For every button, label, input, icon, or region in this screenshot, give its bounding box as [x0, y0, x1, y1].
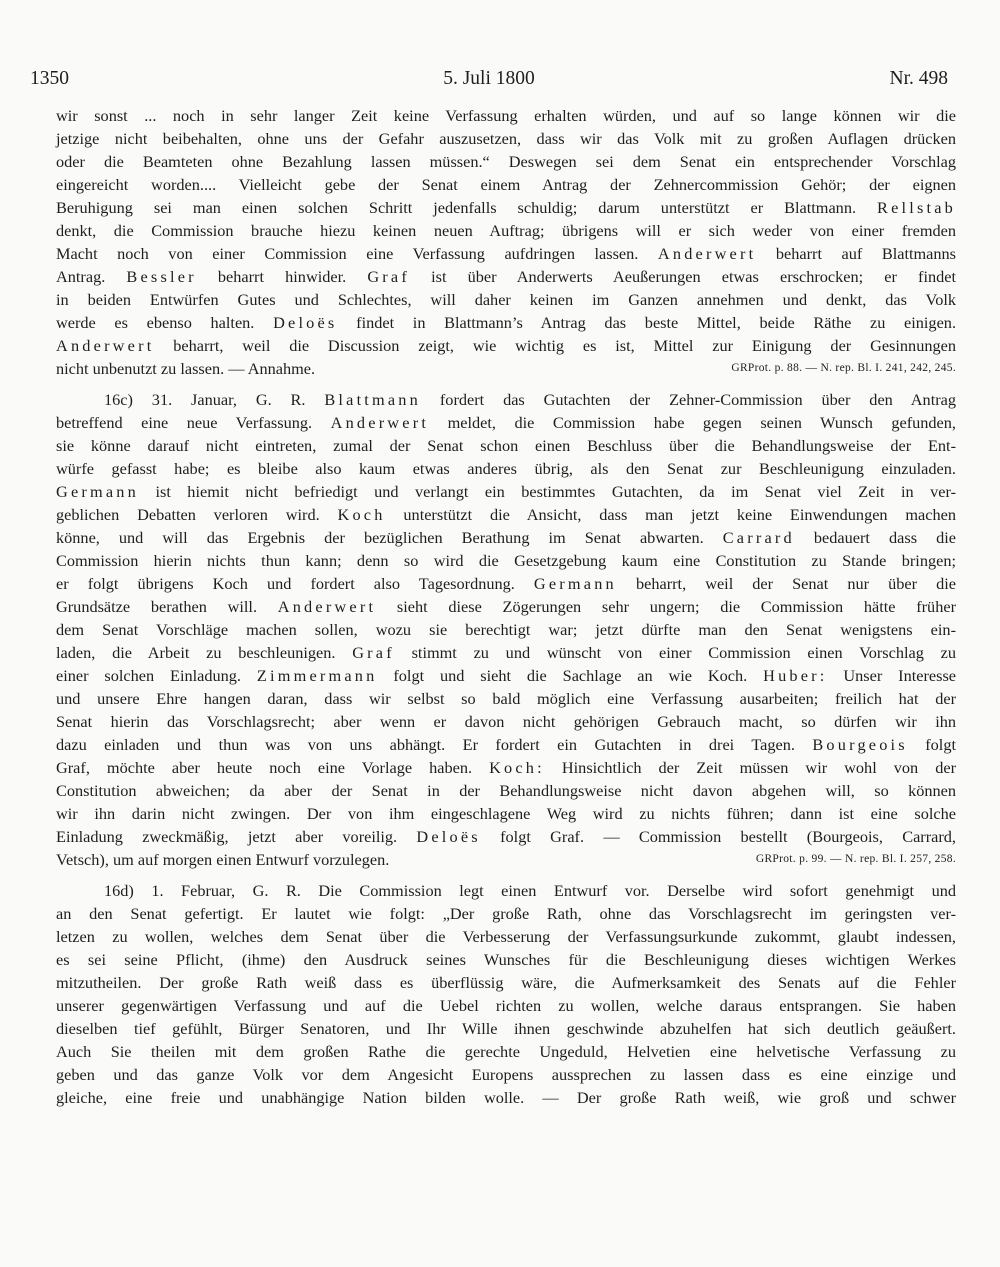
text-run: Antrag.: [56, 267, 106, 286]
text-run: stimmt zu und wünscht von einer Commission einen Vorschlag zu: [411, 643, 956, 662]
text-line: [56, 595, 956, 618]
text-run: findet in Blattmann’s Antrag das beste Mittel, beide Räthe zu einigen.: [356, 313, 957, 332]
speaker-name: Anderwert: [330, 413, 430, 432]
text-run: ist über Anderwerts Aeußerungen etwas erschrocken; er findet: [431, 267, 957, 286]
speaker-name: Rellstab: [877, 198, 956, 217]
speaker-name: Germann: [533, 574, 617, 593]
paragraph-2: [56, 388, 956, 871]
text-line: denkt, die Commission brauche hiezu keinen neuen Auftrag; übrigens will er sich weder von einer fremden: [56, 221, 956, 240]
text-line: [56, 641, 956, 664]
text-line: geben und das ganze Volk vor dem Angesicht Europens aussprechen zu lassen dass es eine einzige und: [56, 1065, 956, 1084]
text-run: werde es ebenso halten.: [56, 313, 255, 332]
text-line: [56, 825, 956, 848]
text-run: Macht noch von einer Commission eine Verfassung aufdringen lassen.: [56, 244, 639, 263]
speaker-name: Germann: [56, 482, 139, 501]
entry-heading: 16c) 31. Januar, G. R.: [104, 390, 306, 409]
speaker-name: Graf: [367, 267, 410, 286]
text-run: beharrt hinwider.: [217, 267, 347, 286]
text-line: und unsere Ehre hangen daran, dass wir selbst so bald möglich eine Verfassung ausarbeiten; freilich hat der: [56, 689, 956, 708]
text-line: Constitution abweichen; da aber der Senat in der Behandlungsweise nicht davon abgehen will, so können: [56, 781, 956, 800]
text-run: beharrt, weil die Discussion zeigt, wie wichtig es ist, Mittel zur Einigung der Gesinnungen: [173, 336, 956, 355]
text-line: 16d) 1. Februar, G. R. Die Commission legt einen Entwurf vor. Derselbe wird sofort genehmigt und: [104, 881, 956, 900]
document-number: Nr. 498: [889, 68, 948, 89]
text-run: beharrt, weil der Senat nur über die: [635, 574, 956, 593]
text-line: dieselben tief gefühlt, Bürger Senatoren, und Ihr Wille ihnen geschwinde abzuhelfen hat sich deutlich geäußert.: [56, 1019, 956, 1038]
text-line: [56, 388, 956, 411]
text-run: Einladung zweckmäßig, jetzt aber voreilig.: [56, 827, 398, 846]
text-line: jetzige nicht beibehalten, ohne uns der Gefahr auszusetzen, dass wir das Volk mit zu großen Auflagen drücken: [56, 129, 956, 148]
text-run: unterstützt die Ansicht, dass man jetzt keine Einwendungen machen: [403, 505, 957, 524]
text-run: bedauert dass die: [813, 528, 956, 547]
text-line: wir ihn darin nicht zwingen. Der von ihm eingeschlagene Weg wird zu nichts führen; dann ist eine solche: [56, 804, 956, 823]
speaker-name: Graf: [352, 643, 395, 662]
speaker-name: Anderwert: [56, 336, 155, 355]
text-run: Graf, möchte aber heute noch eine Vorlage haben.: [56, 758, 473, 777]
text-line: Auch Sie theilen mit dem großen Rathe die gerechte Ungeduld, Helvetien eine helvetische Verfassung zu: [56, 1042, 956, 1061]
text-line: letzen zu wollen, welches dem Senat über die Verbesserung der Verfassungsurkunde zukommt, glaubt indessen,: [56, 927, 956, 946]
document-body: [56, 104, 956, 1109]
speaker-name: Koch: [337, 505, 386, 524]
speaker-name: Blattmann: [324, 390, 421, 409]
speaker-name: Carrard: [722, 528, 795, 547]
header-date: 5. Juli 1800: [443, 68, 535, 89]
text-run: beharrt auf Blattmanns: [775, 244, 956, 263]
text-line: in beiden Entwürfen Gutes und Schlechtes, will daher keinen im Ganzen annehmen und denkt, das Volk: [56, 290, 956, 309]
text-line: würfe gefasst habe; es bleibe also kaum etwas anderes übrig, als den Senat zur Beschleunigung einzuladen.: [56, 459, 956, 478]
text-line: oder die Beamteten ohne Bezahlung lassen müssen.“ Deswegen sei dem Senat ein entsprechender Vorschlag: [56, 152, 956, 171]
text-run: fordert das Gutachten der Zehner-Commission über den Antrag: [439, 390, 957, 409]
speaker-name: Huber:: [763, 666, 828, 685]
text-line: [56, 311, 956, 334]
text-line: gleiche, eine freie und unabhängige Nation bilden wolle. — Der große Rath weiß, wie groß und schwer: [56, 1088, 956, 1107]
text-run: folgt: [925, 735, 956, 754]
speaker-name: Anderwert: [277, 597, 377, 616]
text-line: [56, 357, 956, 380]
text-run: er folgt übrigens Koch und fordert also Tagesordnung.: [56, 574, 515, 593]
text-line: Senat hierin das Vorschlagsrecht; aber wenn er davon nicht gehörigen Gebrauch macht, so dürfen wir ihn: [56, 712, 956, 731]
text-line: [56, 334, 956, 357]
text-line: [56, 480, 956, 503]
text-run: Grundsätze berathen will.: [56, 597, 258, 616]
paragraph-1: [56, 104, 956, 380]
text-line: [56, 503, 956, 526]
text-run: dazu einladen und thun was von uns abhängt. Er fordert ein Gutachten in drei Tagen.: [56, 735, 795, 754]
text-line: wir sonst ... noch in sehr langer Zeit keine Verfassung erhalten würden, und auf so lange können wir die: [56, 106, 956, 125]
text-run: Unser Interesse: [843, 666, 957, 685]
text-run: einer solchen Einladung.: [56, 666, 241, 685]
text-line: [56, 242, 956, 265]
text-line: [56, 526, 956, 549]
page-header: [30, 64, 948, 94]
text-line: [56, 756, 956, 779]
speaker-name: Deloës: [416, 827, 481, 846]
text-run: betreffend eine neue Verfassung.: [56, 413, 313, 432]
text-run: nicht unbenutzt zu lassen. — Annahme.: [56, 359, 316, 378]
text-run: geblichen Debatten verloren wird.: [56, 505, 320, 524]
text-run: sieht diese Zögerungen sehr ungern; die Commission hätte früher: [396, 597, 956, 616]
text-run: folgt und sieht die Sachlage an wie Koch.: [393, 666, 748, 685]
text-run: könne, und will das Ergebnis der bezüglichen Berathung im Senat abwarten.: [56, 528, 704, 547]
speaker-name: Anderwert: [657, 244, 757, 263]
text-line: an den Senat gefertigt. Er lautet wie folgt: „Der große Rath, ohne das Vorschlagsrecht im geringsten ver-: [56, 904, 956, 923]
text-run: Vetsch), um auf morgen einen Entwurf vorzulegen.: [56, 850, 390, 869]
page-number: 1350: [30, 68, 69, 89]
text-line: [56, 848, 956, 871]
text-line: [56, 265, 956, 288]
paragraph-3: [56, 879, 956, 1109]
text-run: Hinsichtlich der Zeit müssen wir wohl von der: [561, 758, 956, 777]
speaker-name: Deloës: [273, 313, 338, 332]
text-run: Beruhigung sei man einen solchen Schritt jedenfalls schuldig; darum unterstützt er Blattmann.: [56, 198, 857, 217]
text-line: mitzutheilen. Der große Rath weiß dass es überflüssig wäre, die Aufmerksamkeit des Senats auf die Fehler: [56, 973, 956, 992]
text-line: [56, 733, 956, 756]
text-line: unserer gegenwärtigen Verfassung und auf die Uebel richten zu wollen, welche daraus entsprangen. Sie haben: [56, 996, 956, 1015]
source-reference: GRProt. p. 99. — N. rep. Bl. I. 257, 258.: [755, 853, 956, 865]
text-line: dem Senat Vorschläge machen sollen, wozu sie berechtigt war; jetzt dürfte man den Senat wenigstens ein-: [56, 620, 956, 639]
text-line: eingereicht worden.... Vielleicht gebe der Senat einem Antrag der Zehnercommission Gehör; der eignen: [56, 175, 956, 194]
speaker-name: Bessler: [126, 267, 197, 286]
text-line: sie könne darauf nicht eintreten, zumal der Senat schon einen Beschluss über die Behandlungsweise der Ent-: [56, 436, 956, 455]
text-line: [56, 196, 956, 219]
text-line: es sei seine Pflicht, (ihme) den Ausdruck seines Wunsches für die Beschleunigung dieses wichtigen Werkes: [56, 950, 956, 969]
text-run: meldet, die Commission habe gegen seinen Wunsch gefunden,: [447, 413, 956, 432]
text-line: [56, 411, 956, 434]
speaker-name: Zimmermann: [256, 666, 378, 685]
text-line: Commission hierin nichts thun kann; denn so wird die Gesetzgebung kaum eine Constitution zu Stande bringen;: [56, 551, 956, 570]
text-line: [56, 664, 956, 687]
text-run: folgt Graf. — Commission bestellt (Bourgeois, Carrard,: [500, 827, 956, 846]
source-reference: GRProt. p. 88. — N. rep. Bl. I. 241, 242, 245.: [731, 362, 956, 374]
text-run: laden, die Arbeit zu beschleunigen.: [56, 643, 336, 662]
speaker-name: Bourgeois: [812, 735, 908, 754]
speaker-name: Koch:: [489, 758, 545, 777]
text-line: [56, 572, 956, 595]
text-run: ist hiemit nicht befriedigt und verlangt ein bestimmtes Gutachten, da im Senat viel Zeit in ver-: [155, 482, 956, 501]
